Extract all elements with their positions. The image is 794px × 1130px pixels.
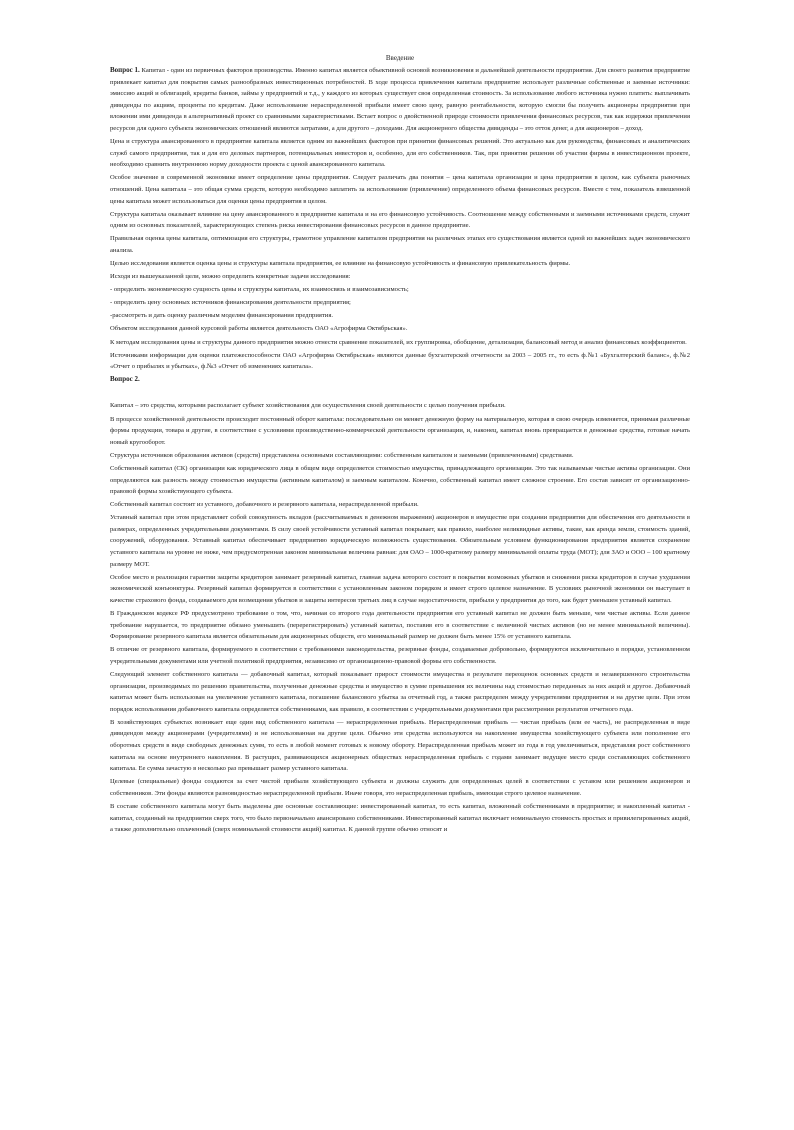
body-paragraph: Целью исследования является оценка цены и структуры капитала предприятия, ее влияние на финансовую устойчивость и финансовую привлекательность фирмы. (110, 260, 571, 267)
document-page (110, 54, 690, 837)
body-paragraph: Капитал – это средства, которыми располагает субъект хозяйствования для осуществления своей деятельности с целью получения прибыли. (110, 402, 506, 410)
body-paragraph: В процессе хозяйственной деятельности происходит постоянный оборот капитала: последовательно он меняет денежную форму на материальную, которая в свою очередь изменяется, принимая различные формы продукции, товара и другие, в соответствие с условиями производственно-коммерческой деятельности организации, и, наконец, капитал вновь превращается в денежные средства, готовые начать новый кругооборот. (110, 415, 690, 446)
task-item: -рассмотреть и дать оценку различным моделям финансирования предприятия. (110, 312, 334, 320)
body-paragraph: Объектом исследования данной курсовой работы является деятельность ОАО «Агрофирма Октябрьская». (110, 325, 408, 333)
body-paragraph: В составе собственного капитала могут быть выделены две основные составляющие: инвестированный капитал, то есть капитал, вложенный собственниками в предприятие; и накопленный капитал - капитал, созданный на предприятии сверх того, что было первоначально авансировано собственниками. Инвестированный капитал включает номинальную стоимость простых и привилегированных акций, а также дополнительно оплаченный (сверх номинальной стоимости акций) капитал. К данной группе обычно относят и (110, 803, 690, 834)
body-paragraph: Цена и структура авансированного в предприятие капитала является одним из важнейших факторов при принятии финансовых решений. Это актуально как для руководства, финансовых и аналитических служб самого предприятия, так и для его деловых партнеров, потенциальных инвесторов и, особенно, для его собственников. Так, при принятии решения об участии фирмы в инвестиционном проекте, необходимо сравнить внутреннюю норму доходности проекта с ценой авансированного капитала. (110, 138, 690, 169)
document-title: Введение (385, 54, 415, 62)
body-paragraph: Собственный капитал (СК) организации как юридического лица в общем виде определяется стоимостью имущества, принадлежащего организации. Это так называемые чистые активы организации. Они определяются как разность между стоимостью имущества (активным капиталом) и заемным капиталом. Конечно, собственный капитал имеет сложное строение. Его состав зависит от организационно-правовой формы хозяйствующего субъекта. (110, 464, 690, 496)
body-paragraph: В хозяйствующих субъектах возникает еще один вид собственного капитала — нераспределенная прибыль. Нераспределенная прибыль — чистая прибыль (или ее часть), не распределенная в виде дивидендов между акционерами (учредителями) и не использованная на другие цели. Обычно эти средства используются на накопление имущества хозяйствующего субъекта или пополнение его оборотных средств в виде свободных денежных сумм, то есть в любой момент готовых к новому обороту. Нераспределенная прибыль может из года в год увеличиваться, представляя рост собственного капитала на основе внутреннего накопления. В растущих, развивающихся акционерных обществах нераспределенная прибыль с годами занимает ведущее место среди составляющих собственного капитала. Ее сумма зачастую в несколько раз превышает размер уставного капитала. (110, 718, 690, 773)
question-1-heading: Вопрос 1. (110, 66, 140, 74)
question-2-heading: Вопрос 2. (110, 375, 140, 384)
body-paragraph: К методам исследования цены и структуры данного предприятия можно отнести сравнение показателей, их группировка, обобщение, детализация, балансовый метод и анализ финансовых коэффициентов. (110, 338, 687, 346)
body-paragraph: Собственный капитал состоит из уставного, добавочного и резервного капитала, нераспределенной прибыли. (110, 501, 419, 509)
body-paragraph: Источниками информации для оценки платежеспособности ОАО «Агрофирма Октябрьская» являются данные бухгалтерской отчетности за 2003 – 2005 гг., то есть ф.№1 «Бухгалтерский баланс», ф.№2 «Отчет о прибылях и убытках», ф.№3 «Отчет об изменениях капитала». (110, 351, 690, 371)
task-item: - определить экономическую сущность цены и структуры капитала, их взаимосвязь и взаимозависимость; (110, 286, 409, 294)
question-1-paragraph (110, 65, 690, 135)
body-paragraph: Особое значение в современной экономике имеет определение цены предприятия. Следует различать два понятия – цена капитала организации и цена предприятия в целом, как субъекта рыночных отношений. Цена капитала – это общая сумма средств, которую необходимо заплатить за использование (привлечение) определенного объема финансовых ресурсов. Вместе с тем, показатель взвешенной цены капитала может использоваться для оценки цены предприятия в целом. (110, 174, 690, 205)
body-paragraph: Целевые (специальные) фонды создаются за счет чистой прибыли хозяйствующего субъекта и должны служить для определенных целей в соответствии с уставом или решением акционеров и собственников. Эти фонды являются разновидностью нераспределенной прибыли. Иначе говоря, это нераспределенная прибыль, имеющая строго целевое назначение. (110, 778, 690, 797)
body-paragraph: Исходя из вышеуказанной цели, можно определить конкретные задачи исследования: (110, 273, 351, 281)
question-1-text: Капитал - один из первичных факторов производства. Именно капитал является объективной основой возникновения и дальнейшей деятельности предприятия. Для своего развития предприятие привлекает капитал для покрытия самых разнообразных инвестиционных потребностей. В ходе процесса привлечения капитала предприятие использует различные собственные и заемные источники: эмиссию акций и облигаций, кредиты банков, займы у предприятий и т.д., у каждого из которых существует своя определенная стоимость. За использование любого источника нужно платить: выплачивать дивиденды по акциям, проценты по кредитам. Даже использование нераспределенной прибыли имеет свою цену, равную рентабельности, которую смогли бы получить акционеры предприятия при вложении ими дивиденда в альтернативный проект со сравнимыми характеристиками. Встает вопрос о двойственной природе стоимости привлечения финансовых ресурсов, так как издержки привлечения ресурсов для одного субъекта экономических отношений являются затратами, а для другого – доходами. Для акционерного общества дивиденды – это отток денег, а для акционеров – доход. (110, 67, 691, 132)
body-paragraph: Особое место в реализации гарантии защиты кредиторов занимает резервный капитал, главная задача которого состоит в покрытии возможных убытков и снижении риска кредиторов в случае ухудшения экономической конъюнктуры. Резервный капитал формируется в соответствии с установленным законом порядком и имеет строго целевое назначение. В условиях рыночной экономики он выступает в качестве страхового фонда, создаваемого для возмещения убытков и защиты интересов третьих лиц в случае недостаточности, прибыли у предприятия до того, как будет уменьшен уставный капитал. (110, 573, 690, 604)
body-paragraph: В отличие от резервного капитала, формируемого в соответствии с требованиями законодательства, резервные фонды, создаваемые добровольно, формируются исключительно в порядке, установленном учредительными документами или учетной политикой предприятия, независимо от организационно-правовой формы его собственности. (110, 646, 690, 665)
task-item: - определить цену основных источников финансирования деятельности предприятия; (110, 299, 351, 307)
body-paragraph: В Гражданском кодексе РФ предусмотрено требование о том, что, начиная со второго года деятельности предприятия его уставный капитал не должен быть меньше, чем чистые активы. Если данное требование нарушается, то предприятие обязано уменьшить (перерегистрировать) уставный капитал, поставив его в соответствие с величиной чистых активов (но не менее минимальной величины). Формирование резервного капитала является обязательным для акционерных обществ, его минимальный размер не должен быть менее 15% от уставного капитала. (110, 610, 690, 641)
body-paragraph: Структура источников образования активов (средств) представлена основными составляющими: собственным капиталом и заемными (привлеченными) средствами. (110, 451, 574, 459)
body-paragraph: Следующий элемент собственного капитала — добавочный капитал, который показывает прирост стоимости имущества в результате переоценок основных средств и незавершенного строительства организации, производимых по решению правительства, полученные денежные средства и имущество в сумме превышения их величины над стоимостью переданных за них акций и другое. Добавочный капитал может быть использован на увеличение уставного капитала, погашение балансового убытка за отчетный год, а также распределен между учредителями предприятия и на другие цели. При этом порядок использования добавочного капитала определяется собственниками, как правило, в соответствии с учредительными документами при рассмотрении результатов отчетного года. (110, 671, 690, 713)
body-paragraph: Уставный капитал при этом представляет собой совокупность вкладов (рассчитываемых в денежном выражении) акционеров в имуществе при создании предприятия для обеспечения его деятельности в размерах, определенных учредительными документами. В силу своей устойчивости уставный капитал покрывает, как правило, наиболее неликвидные активы, такие, как аренда земли, стоимость зданий, сооружений, оборудования. Уставный капитал обеспечивает предприятию юридическую возможность существования. Обязательным условием функционирования предприятия является сохранение уставного капитала на уровне не ниже, чем предусмотренная законом минимальная величина равная: для ОАО – 1000-кратному размеру минимальной оплаты труда (МОТ); для ЗАО и ООО – 100 кратному размеру МОТ. (110, 514, 690, 568)
body-paragraph: Структура капитала оказывает влияние на цену авансированного в предприятие капитала и на его финансовую устойчивость. Соотношение между собственными и заемными источниками средств, служит одним из основных показателей, характеризующих степень риска инвестирования финансовых ресурсов в данное предприятие. (110, 210, 690, 230)
body-paragraph: Правильная оценка цены капитала, оптимизация его структуры, грамотное управление капиталом предприятия на различных этапах его существования является одной из важнейших задач экономического анализа. (110, 235, 690, 254)
